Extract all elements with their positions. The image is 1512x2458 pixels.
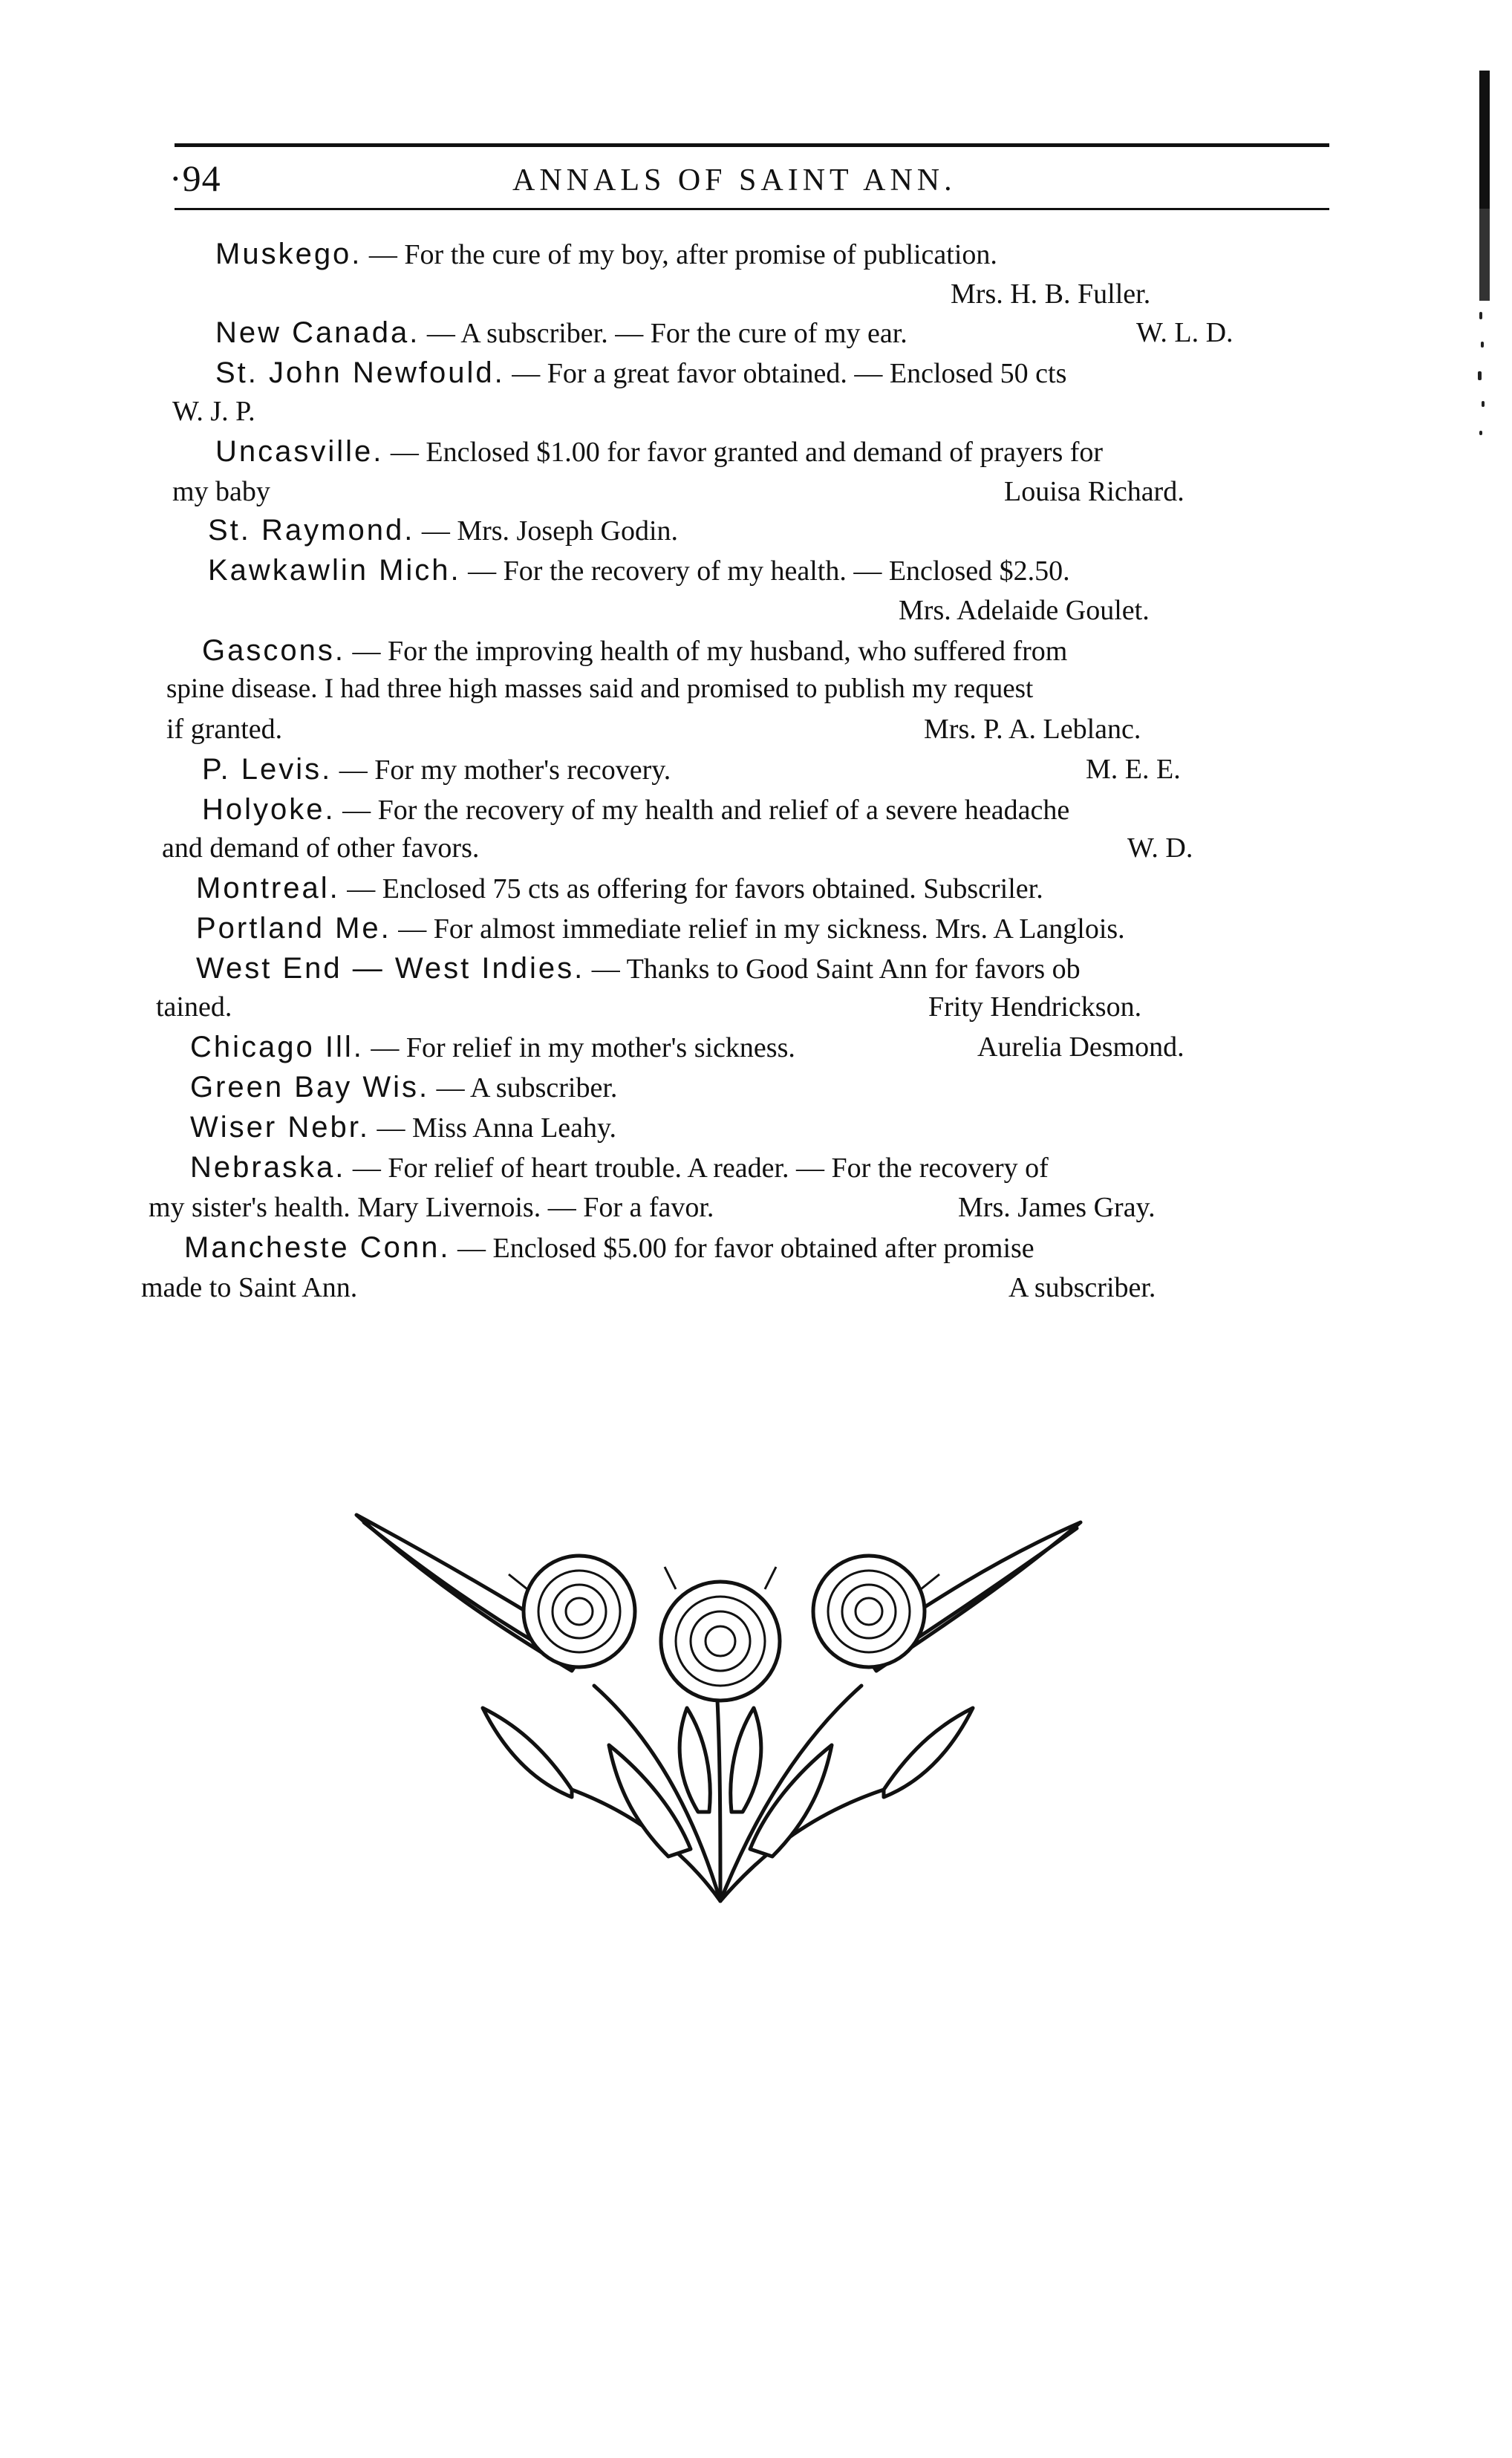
entry-place: St. Raymond. xyxy=(208,514,415,547)
floral-ornament xyxy=(349,1500,1092,1916)
entry-text: and demand of other favors. xyxy=(162,832,480,864)
entry-signature: W. L. D. xyxy=(1136,317,1234,348)
entry-signature: Aurelia Desmond. xyxy=(977,1031,1184,1063)
entry-place: Montreal. xyxy=(196,872,340,904)
entry-signature: A subscriber. xyxy=(1008,1272,1156,1303)
entry-line xyxy=(215,355,1066,391)
entry-line xyxy=(215,315,1234,351)
page-edge-specks xyxy=(1470,312,1493,446)
entry-text: — Thanks to Good Saint Ann for favors ob xyxy=(584,953,1081,985)
entry-text: — For almost immediate relief in my sickness. Mrs. A Langlois. xyxy=(391,913,1125,945)
entry-text: made to Saint Ann. xyxy=(141,1272,358,1303)
entry-place: Chicago Ill. xyxy=(190,1031,364,1063)
entry-line xyxy=(215,434,1103,470)
entry-line xyxy=(951,276,1150,312)
entry-place: Kawkawlin Mich. xyxy=(208,554,461,587)
entry-place: Muskego. xyxy=(215,238,362,270)
entry-line xyxy=(190,1069,617,1106)
entry-place: Holyoke. xyxy=(202,793,336,826)
entry-text: — Enclosed 75 cts as offering for favors obtained. Subscriler. xyxy=(339,873,1043,904)
entry-line xyxy=(196,951,1081,987)
entry-text: — Miss Anna Leahy. xyxy=(369,1112,617,1144)
entry-text: — A subscriber. — For the cure of my ear. xyxy=(420,318,907,349)
entry-line xyxy=(190,1109,616,1146)
entry-text: tained. xyxy=(156,991,232,1023)
entry-place: P. Levis. xyxy=(202,753,333,786)
entry-text: my sister's health. Mary Livernois. — For a favor. xyxy=(149,1192,714,1223)
entry-signature: Mrs. P. A. Leblanc. xyxy=(924,714,1141,745)
entry-text: — For the improving health of my husband, who suffered from xyxy=(345,636,1068,667)
entry-line xyxy=(208,552,1070,589)
entry-line xyxy=(190,1150,1049,1186)
entry-signature: Mrs. James Gray. xyxy=(958,1192,1156,1223)
entry-signature: Mrs. H. B. Fuller. xyxy=(951,278,1151,310)
entry-text: if granted. xyxy=(166,714,283,745)
entry-text: — For a great favor obtained. — Enclosed 50 cts xyxy=(504,358,1067,389)
entry-place: New Canada. xyxy=(215,316,420,349)
header-rule-top xyxy=(175,143,1329,147)
entry-line xyxy=(190,1029,1184,1066)
entry-line xyxy=(196,910,1125,947)
entry-signature: Louisa Richard. xyxy=(1004,476,1184,507)
entry-text: — Mrs. Joseph Godin. xyxy=(414,515,679,547)
entry-line xyxy=(156,989,1142,1025)
entry-line xyxy=(202,752,1181,788)
entry-line xyxy=(141,1270,1156,1305)
entry-line xyxy=(149,1190,1156,1225)
entry-line xyxy=(172,394,255,429)
page-number: ·94 xyxy=(169,157,221,199)
entry-text: — For my mother's recovery. xyxy=(332,754,671,786)
entry-text: — For the cure of my boy, after promise of publication. xyxy=(362,239,997,270)
page-edge-mark xyxy=(1479,71,1490,301)
entry-place: Nebraska. xyxy=(190,1151,346,1184)
entry-text: — For the recovery of my health. — Enclosed $2.50. xyxy=(460,555,1070,587)
entry-text: W. J. P. xyxy=(172,396,255,427)
entry-place: West End — West Indies. xyxy=(196,952,585,985)
entry-text: — For the recovery of my health and relief of a severe headache xyxy=(335,795,1070,826)
entry-line xyxy=(202,792,1069,828)
entry-line xyxy=(184,1230,1034,1266)
entry-line xyxy=(196,870,1043,907)
entry-signature: Frity Hendrickson. xyxy=(928,991,1142,1023)
header-rule-bottom xyxy=(175,208,1329,210)
entry-place: Mancheste Conn. xyxy=(184,1231,451,1264)
entry-text: — A subscriber. xyxy=(429,1072,618,1104)
entry-line xyxy=(166,711,1141,747)
entry-line xyxy=(166,671,1033,707)
entry-place: Green Bay Wis. xyxy=(190,1071,430,1104)
entry-line xyxy=(208,512,678,549)
entry-text: — Enclosed $1.00 for favor granted and demand of prayers for xyxy=(383,437,1104,468)
entry-signature: M. E. E. xyxy=(1086,754,1181,785)
entry-signature: Mrs. Adelaide Goulet. xyxy=(899,595,1150,626)
entry-text: spine disease. I had three high masses said and promised to publish my request xyxy=(166,674,1034,704)
entry-line xyxy=(899,593,1150,628)
entry-signature: W. D. xyxy=(1127,832,1193,864)
entry-text: — Enclosed $5.00 for favor obtained after promise xyxy=(450,1233,1034,1264)
entry-text: my baby xyxy=(172,476,270,507)
entry-line xyxy=(215,236,997,273)
entry-text: — For relief of heart trouble. A reader. — For the recovery of xyxy=(345,1153,1049,1184)
entry-place: Wiser Nebr. xyxy=(190,1111,370,1144)
entry-text: — For relief in my mother's sickness. xyxy=(363,1032,795,1063)
entry-line xyxy=(202,633,1067,669)
running-head: ANNALS OF SAINT ANN. xyxy=(512,163,957,198)
entry-place: Gascons. xyxy=(202,634,345,667)
entry-place: St. John Newfould. xyxy=(215,356,505,389)
entry-place: Uncasville. xyxy=(215,435,384,468)
entry-line xyxy=(162,830,1193,866)
entry-place: Portland Me. xyxy=(196,912,391,945)
entry-line xyxy=(172,474,1184,509)
